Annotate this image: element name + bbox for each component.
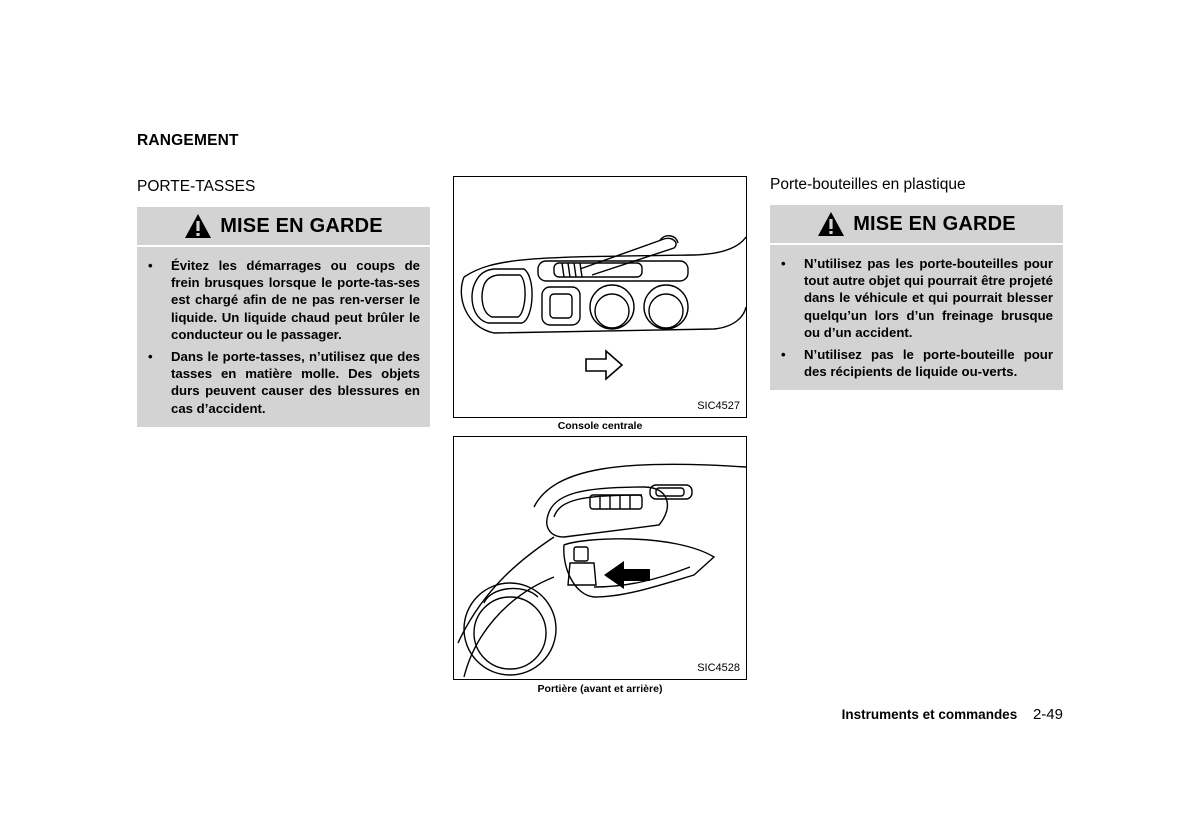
bullet: • [148, 258, 153, 273]
bullet: • [781, 256, 786, 271]
warning-box-left [137, 207, 430, 427]
bullet: • [148, 349, 153, 365]
page-footer [842, 706, 1063, 723]
page-number: 2-49 [1032, 706, 1063, 723]
figure-caption: Portière (avant et arrière) [537, 683, 663, 695]
warning-header [137, 207, 430, 247]
figure-console-centrale [453, 176, 747, 418]
warning-box-right [770, 205, 1063, 390]
warning-list [137, 247, 430, 427]
console-illustration [454, 177, 746, 417]
warning-title: MISE EN GARDE [220, 214, 383, 237]
subhead-porte-tasses: PORTE-TASSES [137, 178, 256, 195]
door-illustration [454, 437, 746, 679]
list-item: • N’utilisez pas les porte-bouteilles pour tout autre objet qui pourrait être projeté dans le véhicule et qui pourrait blesser quelqu’un lors d’un freinage brusque ou d’un accident. [781, 256, 1053, 340]
figure-portiere [453, 436, 747, 680]
figure-code: SIC4527 [697, 400, 740, 412]
warning-header [770, 205, 1063, 245]
bullet: • [781, 347, 786, 363]
subhead-porte-bouteilles: Porte-bouteilles en plastique [770, 176, 966, 193]
warning-triangle-icon [817, 211, 845, 237]
arrow-right-icon [586, 351, 622, 379]
warning-title: MISE EN GARDE [853, 212, 1016, 235]
section-title: RANGEMENT [137, 132, 239, 149]
list-item: • Dans le porte-tasses, n’utilisez que des tasses en matière molle. Des objets durs peuvent causer des blessures en cas d’accident. [148, 349, 420, 416]
figure-code: SIC4528 [697, 662, 740, 674]
warning-list [770, 245, 1063, 390]
list-item: • Évitez les démarrages ou coups de frein brusques lorsque le porte-tas-ses est chargé afin de ne pas ren-verser le liquide. Un liquide chaud peut brûler le conducteur ou le passager. [148, 258, 420, 342]
list-item: • N’utilisez pas le porte-bouteille pour des récipients de liquide ou-verts. [781, 347, 1053, 380]
warning-triangle-icon [184, 213, 212, 239]
figure-caption: Console centrale [557, 420, 643, 432]
footer-section-label: Instruments et commandes [841, 707, 1018, 722]
